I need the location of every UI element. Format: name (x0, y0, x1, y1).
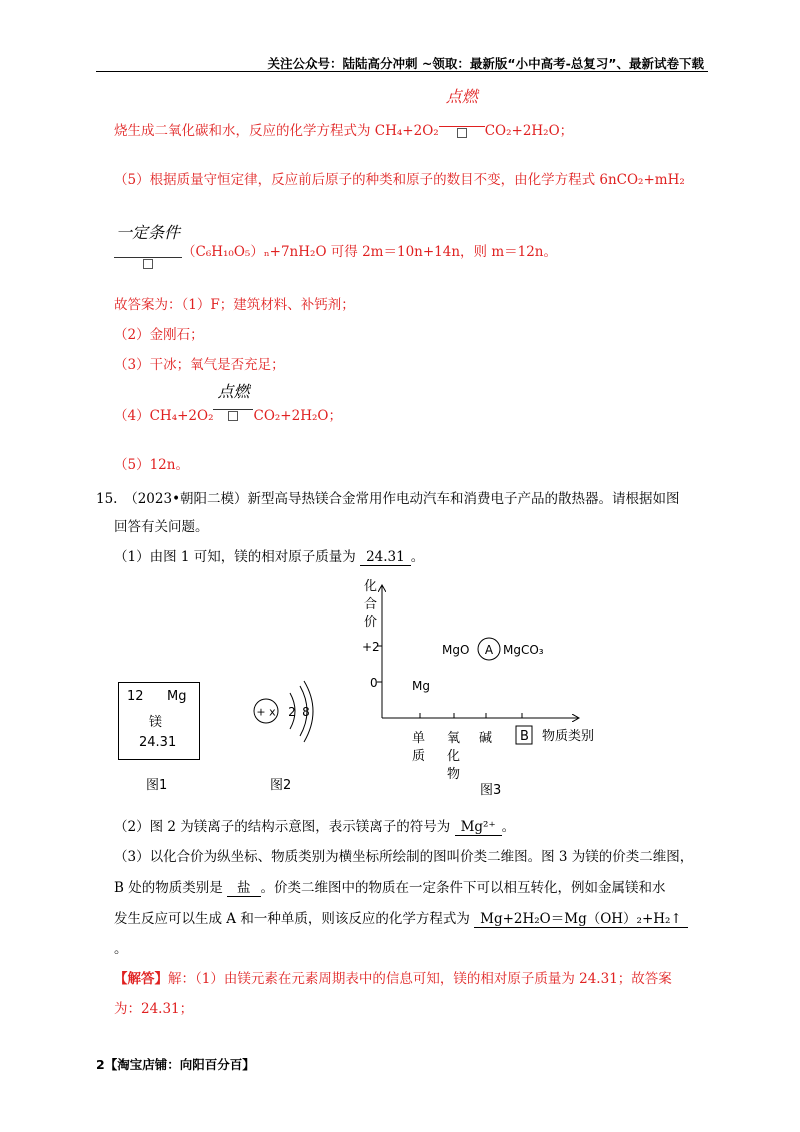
reaction-bar (439, 126, 485, 127)
solution-line-1 (114, 970, 672, 988)
condition-label: 点燃 (445, 87, 478, 106)
q3-line3-prefix: 发生反应可以生成 A 和一种单质，则该反应的化学方程式为 (114, 911, 475, 927)
x-cat-base: 碱 (479, 731, 493, 746)
x-axis-label: 物质类别 (542, 729, 595, 744)
page-footer: 2【淘宝店铺：向阳百分百】 (96, 1057, 255, 1072)
condition-label-3: 点燃 (217, 382, 250, 401)
q15-part-3-line-4: 。 (114, 941, 128, 957)
reaction-condition-2 (114, 223, 182, 269)
q1-prefix: （1）由图 1 可知，镁的相对原子质量为 (114, 549, 361, 565)
q15-part-3-line-2 (114, 879, 666, 897)
x-cat-oxide-1: 氧 (447, 731, 461, 746)
nucleus-charge: + x (256, 705, 276, 719)
summary-4-right: CO₂+2H₂O； (253, 408, 342, 424)
y-label-char-1: 化 (364, 579, 378, 594)
reaction-bar-2 (114, 257, 182, 258)
answer-line-1 (114, 87, 574, 140)
reaction-condition (439, 87, 485, 138)
q3-answer: 盐 (227, 880, 261, 897)
summary-3: （3）干冰；氧气是否充足； (114, 357, 285, 373)
q15-part-3-line-1: （3）以化合价为纵坐标、物质类别为横坐标所绘制的图叫价类二维图。图 3 为镁的价类二维图， (114, 849, 694, 865)
x-cat-element-1: 单 (412, 731, 426, 746)
solution-line-2: 为：24.31； (114, 1001, 194, 1017)
reaction-condition-3 (213, 382, 253, 421)
answer-line-1-prefix: 烧生成二氧化碳和水，反应的化学方程式为 (114, 123, 375, 139)
q3-suffix: 。价类二维图中的物质在一定条件下可以相互转化，例如金属镁和水 (260, 880, 666, 896)
answer-line-3 (114, 223, 558, 269)
x-cat-b: B (520, 729, 529, 744)
placeholder-box-icon (457, 128, 467, 138)
summary-4 (114, 382, 342, 425)
ion-structure-diagram (246, 676, 326, 746)
placeholder-box-icon (143, 259, 153, 269)
q3-prefix: B 处的物质类别是 (114, 880, 228, 896)
x-cat-oxide-3: 物 (447, 767, 461, 782)
figure-3-caption: 图3 (480, 783, 502, 798)
summary-5: （5）12n。 (114, 457, 189, 473)
element-symbol: Mg (167, 689, 187, 704)
element-name: 镁 (149, 715, 163, 730)
answer-line-3-rest: （C₆H₁₀O₅）ₙ+7nH₂O 可得 2m＝10n+14n，则 m＝12n。 (182, 244, 558, 260)
point-mgo: MgO (442, 643, 470, 657)
y-label-char-2: 合 (364, 597, 378, 612)
periodic-tile (118, 682, 200, 760)
figure-1-caption: 图1 (146, 778, 168, 793)
shell-2-electrons: 8 (302, 705, 310, 719)
y-tick-plus2: +2 (362, 640, 380, 654)
q1-answer: 24.31 (360, 549, 411, 566)
page-header: 关注公众号：陆陆高分冲刺 ~领取：最新版“小中高考-总复习”、最新试卷下载 (267, 56, 704, 71)
q15-part-3-line-3 (114, 910, 688, 928)
q15-part-1 (114, 548, 424, 566)
q1-suffix: 。 (410, 549, 425, 565)
y-tick-zero: 0 (370, 676, 378, 690)
point-a: A (484, 643, 494, 657)
summary-2: （2）金刚石； (114, 327, 204, 343)
equation-right: CO₂+2H₂O； (484, 123, 574, 139)
atomic-mass: 24.31 (139, 735, 177, 750)
q15-part-2 (114, 818, 515, 836)
x-cat-oxide-2: 化 (447, 749, 461, 764)
summary-title: 故答案为：（1）F；建筑材料、补钙剂； (114, 297, 355, 313)
placeholder-box-icon (228, 411, 238, 421)
condition-label-2: 一定条件 (115, 223, 180, 242)
reaction-bar-3 (213, 409, 253, 410)
figure-2-caption: 图2 (270, 778, 292, 793)
y-label-char-3: 价 (364, 615, 378, 630)
solution-tag: 【解答】 (114, 971, 168, 987)
q2-suffix: 。 (501, 819, 516, 835)
header-divider (96, 71, 708, 72)
q2-answer: Mg²⁺ (455, 819, 502, 836)
q15-stem-line-1: 15. （2023•朝阳二模）新型高导热镁合金常用作电动汽车和消费电子产品的散热器。请根据如图 (96, 491, 680, 507)
q15-stem-line-2: 回答有关问题。 (114, 519, 209, 535)
point-mg: Mg (412, 679, 430, 693)
summary-4-left: （4）CH₄+2O₂ (114, 408, 214, 424)
atomic-number: 12 (127, 689, 144, 704)
solution-text-1: 解：（1）由镁元素在元素周期表中的信息可知，镁的相对原子质量为 24.31；故答案 (168, 971, 672, 987)
equation-left: CH₄+2O₂ (374, 123, 439, 139)
answer-line-2: （5）根据质量守恒定律，反应前后原子的种类和原子的数目不变，由化学方程式 6nCO₂+mH₂ (114, 172, 685, 188)
point-mgco3: MgCO₃ (503, 643, 544, 657)
q2-prefix: （2）图 2 为镁离子的结构示意图，表示镁离子的符号为 (114, 819, 455, 835)
q3-equation-answer: Mg+2H₂O＝Mg（OH）₂+H₂↑ (474, 911, 688, 928)
valence-class-diagram (350, 574, 610, 798)
shell-1-electrons: 2 (288, 705, 296, 719)
x-cat-element-2: 质 (412, 749, 426, 764)
